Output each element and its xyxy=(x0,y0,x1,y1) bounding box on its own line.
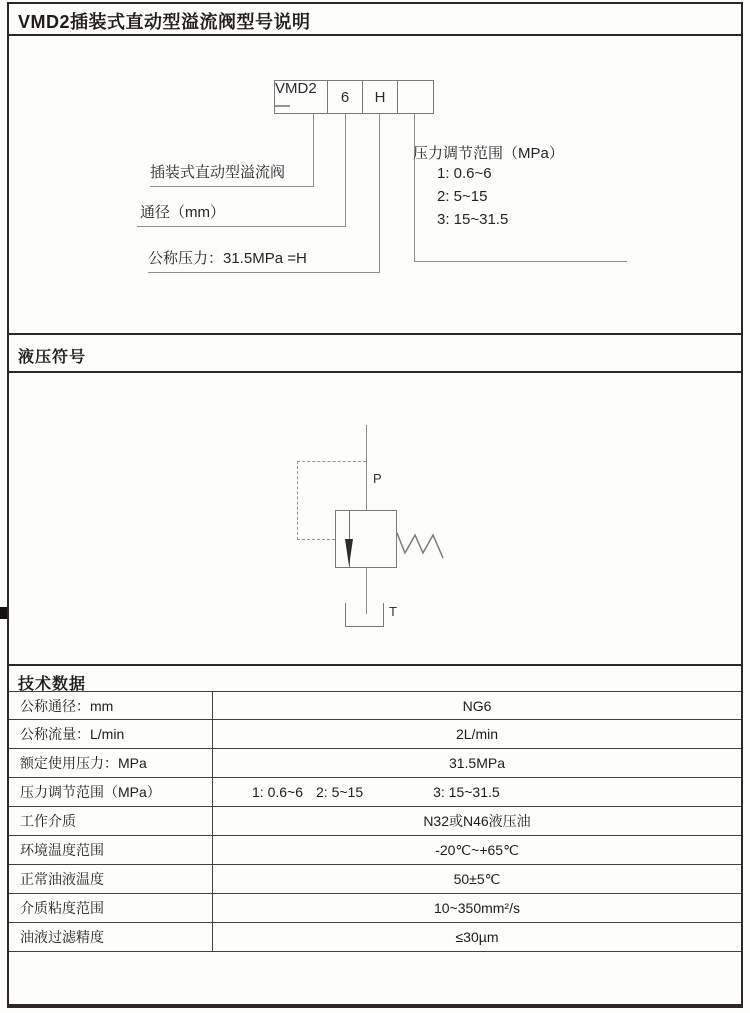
underline-nominal-pressure xyxy=(148,272,380,273)
spring-icon xyxy=(396,529,446,562)
p-line xyxy=(366,425,367,510)
row-value: ≤30µm xyxy=(455,929,499,945)
underline-diameter xyxy=(137,226,346,227)
leader-line-series xyxy=(313,114,314,186)
model-code-boxes xyxy=(274,80,434,114)
row-label: 介质粘度范围 xyxy=(9,894,213,922)
row-label: 压力调节范围（MPa） xyxy=(9,778,213,806)
callout-range-title: 压力调节范围（MPa） xyxy=(413,145,564,162)
range-item-3: 3: 15~31.5 xyxy=(437,211,509,228)
row-label: 额定使用压力：MPa xyxy=(9,749,213,777)
table-row xyxy=(9,836,741,865)
table-row xyxy=(9,865,741,894)
row-value: 2L/min xyxy=(455,726,499,742)
row-value: 50±5℃ xyxy=(453,870,501,887)
section2-title: 液压符号 xyxy=(18,349,87,366)
underline-range xyxy=(414,261,627,262)
section2-top-rule xyxy=(7,333,743,335)
table-row xyxy=(9,807,741,836)
leader-line-size xyxy=(345,114,346,226)
pressure-range-2: 2: 5~15 xyxy=(316,784,364,800)
table-row xyxy=(9,691,741,720)
pilot-dash-bottom xyxy=(297,539,335,540)
leader-line-pressure xyxy=(379,114,380,272)
t-port-label: T xyxy=(389,604,397,619)
section3-top-rule xyxy=(7,664,743,666)
table-row xyxy=(9,923,741,952)
range-item-2: 2: 5~15 xyxy=(437,188,488,205)
flow-arrow-icon xyxy=(345,539,353,566)
pilot-dash-top xyxy=(297,461,366,462)
table-row xyxy=(9,749,741,778)
table-row xyxy=(9,894,741,923)
section2-header-underline xyxy=(7,371,743,373)
row-label: 公称通径：mm xyxy=(9,692,213,719)
p-port-label: P xyxy=(373,471,382,486)
page-title: VMD2插装式直动型溢流阀型号说明 xyxy=(18,12,311,32)
tank-symbol xyxy=(345,603,384,627)
pressure-range-3: 3: 15~31.5 xyxy=(433,784,500,800)
technical-data-table xyxy=(9,691,741,952)
row-value: NG6 xyxy=(462,697,492,714)
model-code-cell-pressure: H xyxy=(362,80,398,114)
section3-title: 技术数据 xyxy=(18,676,87,693)
underline-valve-type xyxy=(150,186,314,187)
callout-diameter: 通径（mm） xyxy=(140,204,225,221)
model-code-cell-series: VMD2— xyxy=(274,80,328,114)
row-value: -20℃~+65℃ xyxy=(435,841,519,858)
title-underline xyxy=(7,34,743,36)
pilot-dash-left xyxy=(297,461,298,540)
row-label: 油液过滤精度 xyxy=(9,923,213,951)
row-label: 公称流量：L/min xyxy=(9,720,213,748)
page-edge-mark xyxy=(0,607,7,619)
row-value xyxy=(213,784,741,800)
row-value: 31.5MPa xyxy=(448,755,506,771)
row-label: 环境温度范围 xyxy=(9,836,213,864)
row-label: 工作介质 xyxy=(9,807,213,835)
pressure-range-1: 1: 0.6~6 xyxy=(252,784,303,800)
table-row xyxy=(9,778,741,807)
row-label: 正常油液温度 xyxy=(9,865,213,893)
row-value: 10~350mm²/s xyxy=(434,900,520,916)
row-value: N32或N46液压油 xyxy=(423,813,531,829)
table-row xyxy=(9,720,741,749)
leader-line-range xyxy=(414,114,415,261)
callout-valve-type: 插装式直动型溢流阀 xyxy=(150,164,286,181)
model-code-cell-size: 6 xyxy=(327,80,363,114)
model-code-cell-range xyxy=(397,80,434,114)
range-item-1: 1: 0.6~6 xyxy=(437,165,492,182)
callout-nominal-pressure: 公称压力：31.5MPa =H xyxy=(148,250,307,267)
